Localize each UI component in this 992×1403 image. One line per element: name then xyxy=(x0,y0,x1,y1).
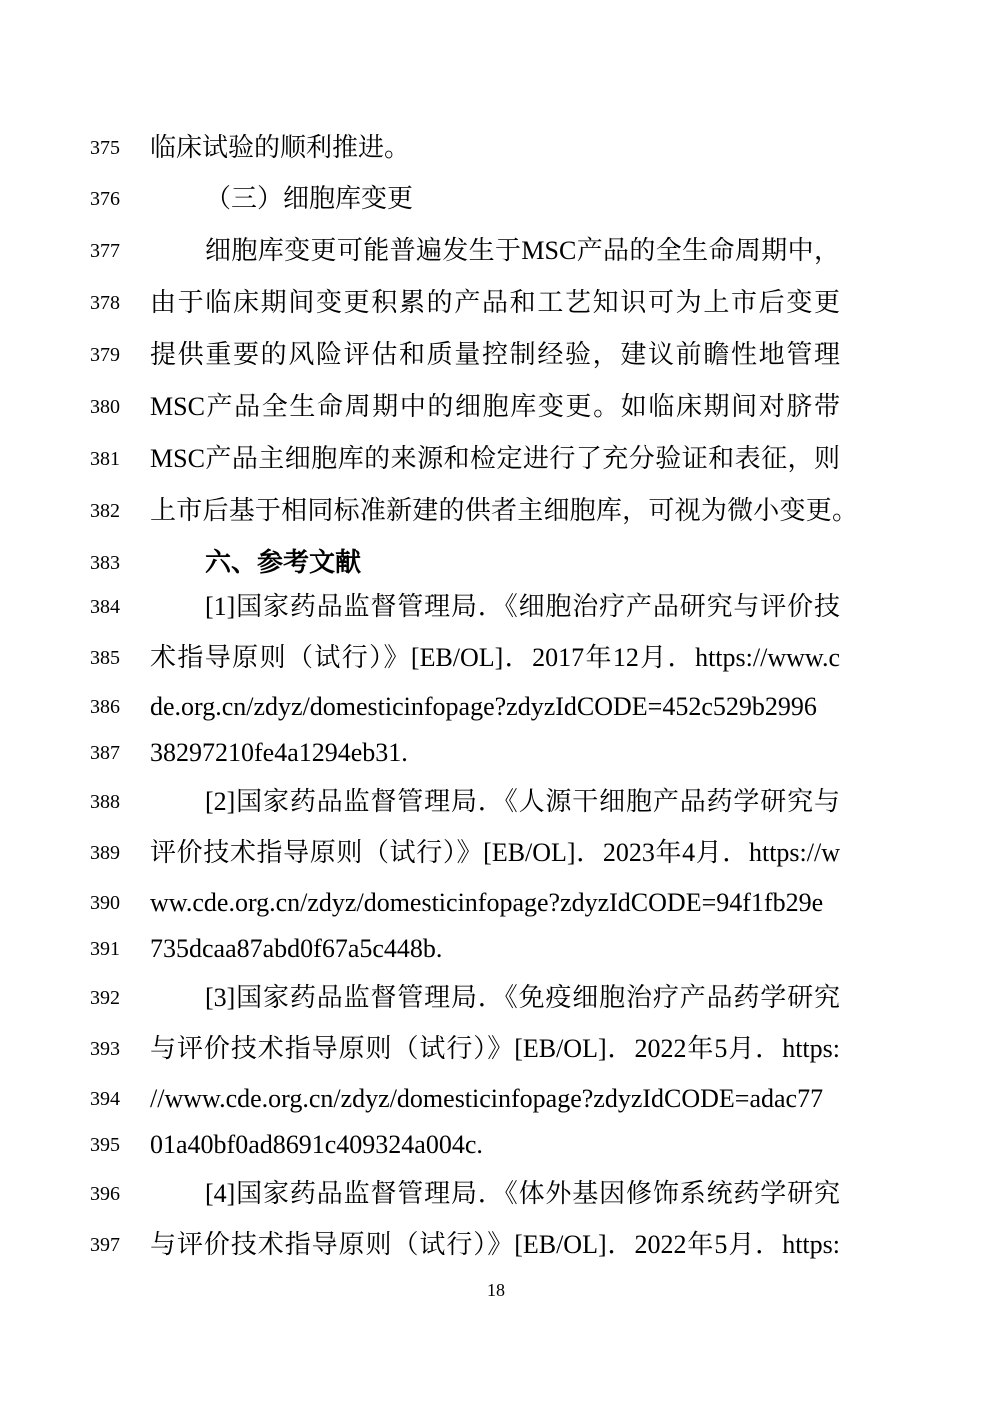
line-number: 397 xyxy=(90,1234,120,1256)
text-line xyxy=(0,981,992,1015)
text-line xyxy=(0,442,992,476)
line-number: 382 xyxy=(90,500,120,522)
reference-line: 与评价技术指导原则（试行）》[EB/OL]．2022年5月．https: xyxy=(150,1230,840,1259)
line-number: 394 xyxy=(90,1088,120,1110)
reference-url-line: 735dcaa87abd0f67a5c448b. xyxy=(150,934,443,963)
reference-url-line: //www.cde.org.cn/zdyz/domesticinfopage?zdyzIdCODE=adac77 xyxy=(150,1084,824,1113)
text-line xyxy=(0,1228,992,1262)
text-line xyxy=(0,641,992,675)
reference-url-line: 01a40bf0ad8691c409324a004c. xyxy=(150,1130,483,1159)
line-number: 379 xyxy=(90,344,120,366)
reference-line: 术指导原则（试行）》[EB/OL]．2017年12月．https://www.c xyxy=(150,643,840,672)
line-number: 393 xyxy=(90,1038,120,1060)
reference-url-line: ww.cde.org.cn/zdyz/domesticinfopage?zdyzIdCODE=94f1fb29e xyxy=(150,888,824,917)
line-text: MSC产品主细胞库的来源和检定进行了充分验证和表征，则 xyxy=(150,444,840,473)
line-number: 389 xyxy=(90,842,120,864)
reference-line: [1]国家药品监督管理局．《细胞治疗产品研究与评价技 xyxy=(205,592,840,621)
text-line xyxy=(0,690,992,724)
reference-line: [2]国家药品监督管理局．《人源干细胞产品药学研究与 xyxy=(205,787,840,816)
text-line xyxy=(0,932,992,966)
text-line xyxy=(0,131,992,165)
line-number: 392 xyxy=(90,987,120,1009)
section-heading: 六、参考文献 xyxy=(205,548,362,577)
line-number: 383 xyxy=(90,552,120,574)
text-line xyxy=(0,286,992,320)
line-text: 临床试验的顺利推进。 xyxy=(150,133,411,162)
text-line xyxy=(0,234,992,268)
text-line xyxy=(0,1032,992,1066)
reference-line: [4]国家药品监督管理局．《体外基因修饰系统药学研究 xyxy=(205,1179,840,1208)
reference-line: [3]国家药品监督管理局．《免疫细胞治疗产品药学研究 xyxy=(205,983,840,1012)
line-text: 由于临床期间变更积累的产品和工艺知识可为上市后变更 xyxy=(150,288,840,317)
line-number: 388 xyxy=(90,791,120,813)
line-number: 390 xyxy=(90,892,120,914)
line-number: 395 xyxy=(90,1134,120,1156)
line-number: 396 xyxy=(90,1183,120,1205)
text-line xyxy=(0,836,992,870)
text-line xyxy=(0,785,992,819)
line-text: 提供重要的风险评估和质量控制经验，建议前瞻性地管理 xyxy=(150,340,840,369)
line-number: 378 xyxy=(90,292,120,314)
reference-line: 评价技术指导原则（试行）》[EB/OL]．2023年4月．https://w xyxy=(150,838,840,867)
reference-url-line: 38297210fe4a1294eb31. xyxy=(150,738,408,767)
text-line xyxy=(0,1128,992,1162)
line-number: 387 xyxy=(90,742,120,764)
page-number: 18 xyxy=(487,1280,505,1300)
line-number: 380 xyxy=(90,396,120,418)
text-line xyxy=(0,736,992,770)
text-line xyxy=(0,390,992,424)
line-number: 384 xyxy=(90,596,120,618)
reference-line: 与评价技术指导原则（试行）》[EB/OL]．2022年5月．https: xyxy=(150,1034,840,1063)
text-line xyxy=(0,590,992,624)
line-number: 391 xyxy=(90,938,120,960)
subsection-heading: （三）细胞库变更 xyxy=(205,184,414,213)
line-number: 385 xyxy=(90,647,120,669)
text-line xyxy=(0,182,992,216)
line-text: 上市后基于相同标准新建的供者主细胞库，可视为微小变更。 xyxy=(150,496,858,525)
text-line xyxy=(0,494,992,528)
text-line xyxy=(0,886,992,920)
line-number: 386 xyxy=(90,696,120,718)
reference-url-line: de.org.cn/zdyz/domesticinfopage?zdyzIdCODE=452c529b2996 xyxy=(150,692,817,721)
line-number: 375 xyxy=(90,137,120,159)
line-text: MSC产品全生命周期中的细胞库变更。如临床期间对脐带 xyxy=(150,392,840,421)
line-number: 381 xyxy=(90,448,120,470)
text-line xyxy=(0,338,992,372)
text-line xyxy=(0,1082,992,1116)
line-number: 377 xyxy=(90,240,120,262)
text-line xyxy=(0,1177,992,1211)
line-number: 376 xyxy=(90,188,120,210)
text-line xyxy=(0,546,992,580)
line-text: 细胞库变更可能普遍发生于MSC产品的全生命周期中， xyxy=(205,236,840,265)
